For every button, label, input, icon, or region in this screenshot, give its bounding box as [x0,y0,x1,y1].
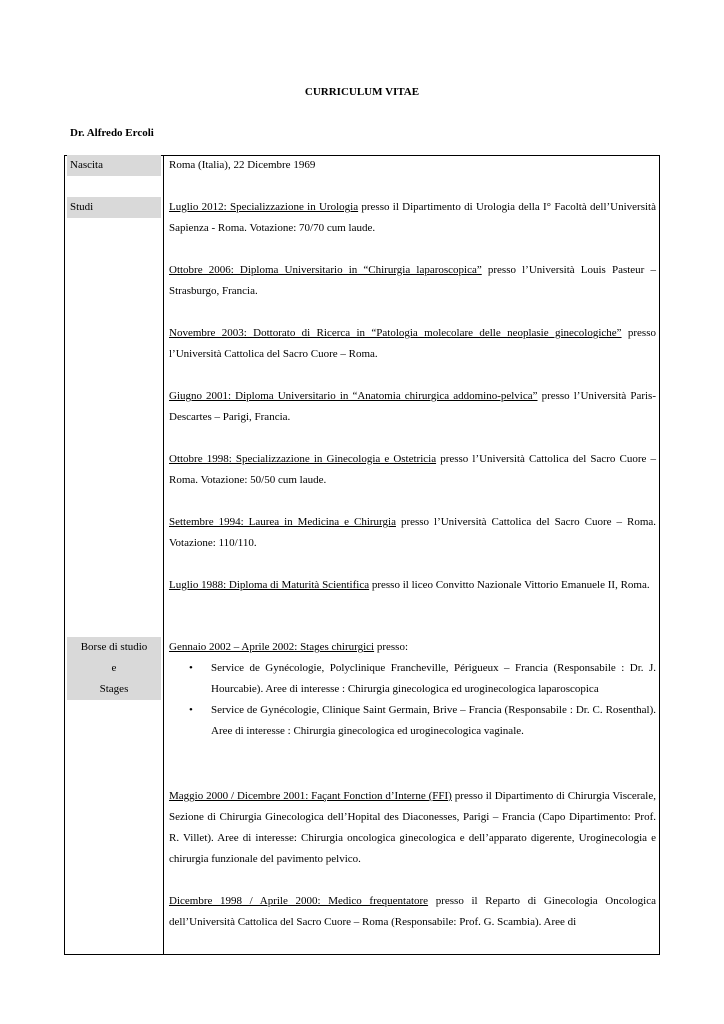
studi-entry-text: presso l’Università Cattolica del Sacro Cuore – Roma. Votazione: 50/50 cum laude. [169,453,656,486]
studi-entry-title: Ottobre 1998: Specializzazione in Ginecologia e Ostetricia [169,453,437,465]
studi-entry-text: presso il liceo Convitto Nazionale Vittorio Emanuele II, Roma. [369,579,650,591]
studi-entry [169,386,656,428]
studi-entry-title: Settembre 1994: Laurea in Medicina e Chirurgia [169,516,396,528]
studi-entry [169,197,656,239]
studi-entry-title: Ottobre 2006: Diploma Universitario in “Chirurgia laparoscopica” [169,264,482,276]
studi-entry-text: presso l’Università Cattolica del Sacro Cuore – Roma. Votazione: 110/110. [169,516,657,549]
author-name: Dr. Alfredo Ercoli [70,127,154,139]
borse-entry-title: Maggio 2000 / Dicembre 2001: Façant Fonction d’Interne (FFI) [169,790,452,802]
bullet-marker: • [189,704,193,716]
label-studi: Studi [67,197,161,218]
studi-entry-title: Giugno 2001: Diploma Universitario in “Anatomia chirurgica addomino-pelvica” [169,390,538,402]
stages-item-text: Service de Gynécologie, Polyclinique Francheville, Périgueux – Francia (Responsabile : Dr. J. Hourcabie). Aree di interesse : Chirurgia ginecologica ed uroginecologica laparoscopica [211,662,656,695]
stages-list-item [169,700,656,742]
borse-entry-text: presso il Dipartimento di Chirurgia Viscerale, Sezione di Chirurgia Ginecologica dell’Hopital des Diaconesses, Parigi – Francia (Capo Dipartimento: Prof. R. Villet). Aree di interesse: Chirurgia oncologica ginecologica e dell’apparato digerente, Uroginecologia e chirurgia funzionale del pavimento pelvico. [169,790,656,865]
borse-entry [169,786,656,870]
studi-entry-title: Luglio 1988: Diploma di Maturità Scientifica [169,579,370,591]
column-divider [163,155,164,955]
nascita-text: Roma (Italia), 22 Dicembre 1969 [169,159,316,171]
studi-entry [169,512,656,554]
borse-entry-title: Dicembre 1998 / Aprile 2000: Medico frequentatore [169,895,429,907]
borse-entry-title: Gennaio 2002 – Aprile 2002: Stages chirurgici [169,641,375,653]
borse-entry-text: presso il Reparto di Ginecologia Oncologica dell’Università Cattolica del Sacro Cuore – Roma (Responsabile: Prof. G. Scambia). Aree di [169,895,656,928]
studi-entry-text: presso l’Università Louis Pasteur – Strasburgo, Francia. [169,264,656,297]
studi-entry [169,575,656,596]
studi-entry-text: presso il Dipartimento di Urologia della I° Facoltà dell’Università Sapienza - Roma. Votazione: 70/70 cum laude. [169,201,656,234]
label-borse-line2: e [67,658,161,679]
document-title: CURRICULUM VITAE [304,86,420,98]
stages-list-item [169,658,656,700]
borse-entry [169,637,656,742]
borse-entry-text: presso: [374,641,409,653]
studi-entry [169,323,656,365]
studi-entry [169,449,656,491]
stages-item-text: Service de Gynécologie, Clinique Saint Germain, Brive – Francia (Responsabile : Dr. C. Rosenthal). Aree di interesse : Chirurgia ginecologica ed uroginecologica vaginale. [211,704,656,737]
borse-entry [169,891,656,933]
stages-list [169,658,656,742]
label-nascita: Nascita [67,155,161,176]
studi-entry-title: Novembre 2003: Dottorato di Ricerca in “Patologia molecolare delle neoplasie ginecologiche” [169,327,622,339]
studi-entry-title: Luglio 2012: Specializzazione in Urologia [169,201,359,213]
label-borse-line3: Stages [67,679,161,700]
studi-entry-text: presso l’Università Cattolica del Sacro Cuore – Roma. [169,327,656,360]
bullet-marker: • [189,662,193,674]
studi-entry-text: presso l’Università Paris-Descartes – Parigi, Francia. [169,390,657,423]
label-borse-line1: Borse di studio [67,637,161,658]
studi-entry [169,260,656,302]
